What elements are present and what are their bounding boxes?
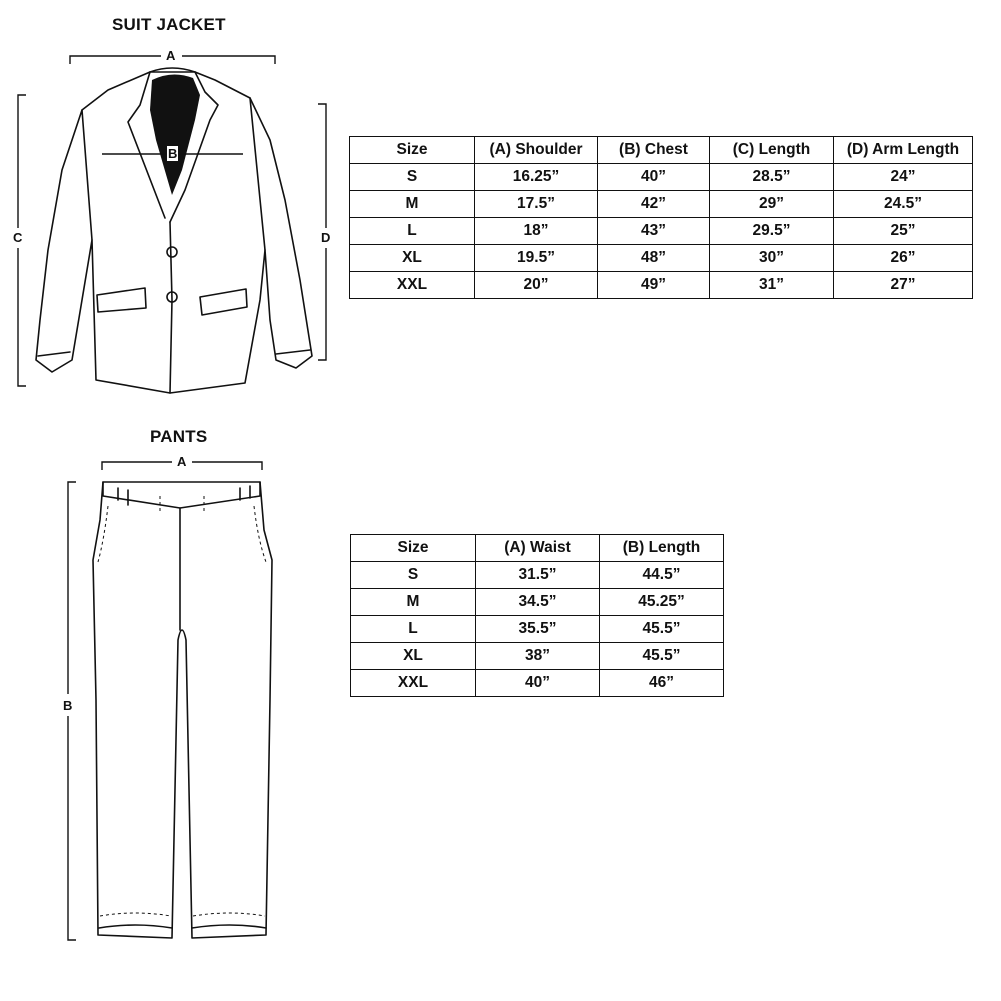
table-row: [350, 245, 973, 272]
table-row: [351, 670, 724, 697]
table-cell: 42”: [598, 191, 710, 218]
table-cell: S: [351, 562, 476, 589]
table-cell: 17.5”: [475, 191, 598, 218]
table-cell: 18”: [475, 218, 598, 245]
table-cell: XL: [351, 643, 476, 670]
table-header-row: [350, 137, 973, 164]
table-cell: 25”: [834, 218, 973, 245]
table-cell: 28.5”: [710, 164, 834, 191]
table-cell: 45.5”: [600, 643, 724, 670]
table-row: [350, 191, 973, 218]
table-cell: L: [351, 616, 476, 643]
table-cell: 29”: [710, 191, 834, 218]
table-cell: 45.5”: [600, 616, 724, 643]
pants-dim-a-label: A: [177, 454, 187, 469]
column-header: (D) Arm Length: [834, 137, 973, 164]
column-header: (A) Shoulder: [475, 137, 598, 164]
table-cell: 31”: [710, 272, 834, 299]
jacket-dim-a-label: A: [166, 48, 176, 63]
pants-title: PANTS: [150, 427, 208, 446]
pants-size-table: [350, 534, 724, 697]
table-row: [351, 589, 724, 616]
table-cell: XXL: [350, 272, 475, 299]
pants-illustration: [93, 482, 272, 938]
jacket-dim-c-label: C: [13, 230, 23, 245]
table-row: [351, 562, 724, 589]
table-cell: 40”: [476, 670, 600, 697]
column-header: (B) Length: [600, 535, 724, 562]
jacket-size-table: [349, 136, 973, 299]
column-header: (A) Waist: [476, 535, 600, 562]
column-header: (C) Length: [710, 137, 834, 164]
jacket-dim-d-label: D: [321, 230, 331, 245]
table-cell: S: [350, 164, 475, 191]
jacket-title: SUIT JACKET: [112, 15, 226, 34]
table-cell: 45.25”: [600, 589, 724, 616]
table-cell: 29.5”: [710, 218, 834, 245]
table-cell: 27”: [834, 272, 973, 299]
table-cell: 48”: [598, 245, 710, 272]
table-cell: 40”: [598, 164, 710, 191]
table-cell: 34.5”: [476, 589, 600, 616]
table-header-row: [351, 535, 724, 562]
column-header: Size: [351, 535, 476, 562]
table-cell: 24”: [834, 164, 973, 191]
table-row: [350, 218, 973, 245]
table-cell: M: [350, 191, 475, 218]
jacket-shirt-shading: [150, 74, 200, 195]
table-cell: M: [351, 589, 476, 616]
table-cell: 46”: [600, 670, 724, 697]
pants-dim-b-label: B: [63, 698, 73, 713]
table-cell: 26”: [834, 245, 973, 272]
table-cell: 43”: [598, 218, 710, 245]
table-cell: XL: [350, 245, 475, 272]
table-row: [351, 643, 724, 670]
column-header: Size: [350, 137, 475, 164]
jacket-dim-b-label: B: [168, 146, 178, 161]
table-cell: 20”: [475, 272, 598, 299]
table-cell: 24.5”: [834, 191, 973, 218]
table-cell: 19.5”: [475, 245, 598, 272]
table-cell: 31.5”: [476, 562, 600, 589]
table-row: [350, 164, 973, 191]
table-cell: 16.25”: [475, 164, 598, 191]
table-row: [350, 272, 973, 299]
table-cell: 44.5”: [600, 562, 724, 589]
table-cell: 49”: [598, 272, 710, 299]
pants-stitching: [98, 496, 266, 916]
table-cell: 38”: [476, 643, 600, 670]
table-cell: XXL: [351, 670, 476, 697]
table-cell: 30”: [710, 245, 834, 272]
table-row: [351, 616, 724, 643]
table-cell: L: [350, 218, 475, 245]
table-cell: 35.5”: [476, 616, 600, 643]
column-header: (B) Chest: [598, 137, 710, 164]
